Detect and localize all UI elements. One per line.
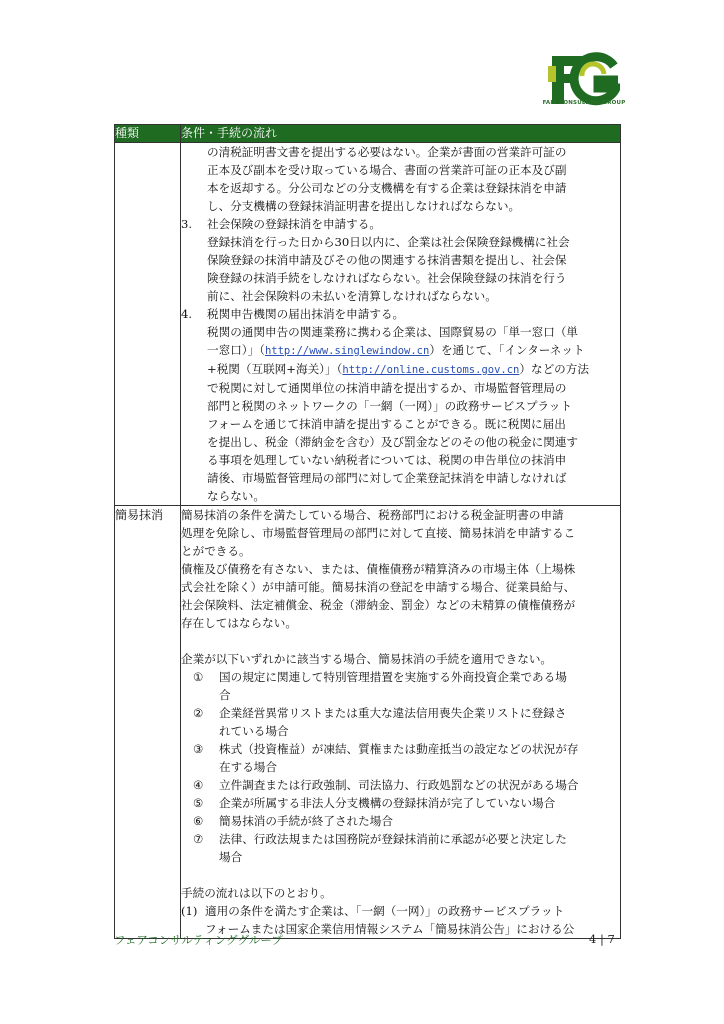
logo-text: FAIR CONSULTING GROUP bbox=[542, 100, 626, 106]
text-line: 社会保険料、法定補償金、税金（滞納金、罰金）などの未精算の債権債務が bbox=[181, 598, 576, 612]
condition-number: ⑥ bbox=[193, 814, 204, 828]
paragraph-continued bbox=[181, 143, 620, 215]
text-line: を提出し、税金（滞納金を含む）及び罰金などのその他の税金に関連す bbox=[207, 435, 579, 449]
text-fragment: ）などの方法 bbox=[519, 362, 589, 376]
list-item-4 bbox=[181, 305, 620, 323]
condition-item-5 bbox=[181, 794, 620, 812]
list-item-3 bbox=[181, 215, 620, 233]
text-line: 国の規定に関連して特別管理措置を実施する外商投資企業である場 bbox=[219, 670, 567, 684]
paragraph-1 bbox=[181, 506, 620, 560]
text-line: 簡易抹消の手続が終了された場合 bbox=[219, 814, 393, 828]
text-line: 債権及び債務を有さない、または、債権債務が精算済みの市場主体（上場株 bbox=[181, 562, 576, 576]
customs-link[interactable]: http://online.customs.gov.cn bbox=[342, 364, 520, 376]
text-line: で税関に対して通関単位の抹消申請を提出するか、市場監督管理局の bbox=[207, 381, 567, 395]
col-header-type: 種類 bbox=[115, 125, 181, 143]
list-number: 4. bbox=[181, 307, 193, 321]
text-line: 場合 bbox=[219, 850, 243, 864]
condition-item-1 bbox=[181, 668, 620, 704]
footer-page-number: 4 | 7 bbox=[589, 932, 615, 946]
table-row bbox=[115, 143, 621, 506]
spacer bbox=[181, 866, 620, 884]
row-label-simple-deregistration: 簡易抹消 bbox=[115, 506, 181, 939]
text-line: 税関の通関申告の関連業務に携わる企業は、国際貿易の「単一窓口（単 bbox=[207, 325, 579, 339]
condition-number: ② bbox=[193, 706, 204, 720]
paragraph-3: 企業が以下いずれかに該当する場合、簡易抹消の手続を適用できない。 bbox=[181, 652, 553, 666]
list-item-title: 社会保険の登録抹消を申請する。 bbox=[207, 217, 381, 231]
condition-number: ③ bbox=[193, 742, 204, 756]
text-line-with-link bbox=[207, 341, 620, 360]
row-content-continued bbox=[181, 143, 621, 506]
item4-body bbox=[181, 323, 620, 505]
paragraph-4: 手続の流れは以下のとおり。 bbox=[181, 886, 332, 900]
footer-company: フェアコンサルティンググループ bbox=[114, 933, 283, 947]
step-number: (1) bbox=[181, 904, 198, 918]
text-line: 式会社を除く）が申請可能。簡易抹消の登記を申請する場合、従業員給与、 bbox=[181, 580, 576, 594]
text-line: 合 bbox=[219, 688, 231, 702]
row-content-simple-deregistration bbox=[181, 506, 621, 939]
condition-number: ① bbox=[193, 670, 204, 684]
text-line: 簡易抹消の条件を満たしている場合、税務部門における税金証明書の申請 bbox=[181, 508, 564, 522]
text-line: し、分支機構の登録抹消証明書を提出しなければならない。 bbox=[207, 199, 521, 213]
text-fragment: 一窓口）」（ bbox=[207, 343, 265, 357]
table-row bbox=[115, 506, 621, 939]
singlewindow-link[interactable]: http://www.singlewindow.cn bbox=[264, 345, 430, 357]
list-number: 3. bbox=[181, 217, 193, 231]
text-line: 本を返却する。分公司などの分支機構を有する企業は登録抹消を申請 bbox=[207, 181, 567, 195]
condition-number: ④ bbox=[193, 778, 204, 792]
text-line: の清税証明書文書を提出する必要はない。企業が書面の営業許可証の bbox=[207, 145, 567, 159]
text-line: 企業経営異常リストまたは重大な違法信用喪失企業リストに登録さ bbox=[219, 706, 567, 720]
text-line: 株式（投資権益）が凍結、質権または動産抵当の設定などの状況が存 bbox=[219, 742, 579, 756]
text-line: フォームまたは国家企業信用情報システム「簡易抹消公告」における公 bbox=[205, 922, 575, 936]
text-line: 部門と税関のネットワークの「一網（一网）」の政務サービスプラット bbox=[207, 399, 572, 413]
text-line: 請後、市場監督管理局の部門に対して企業登記抹消を申請しなければ bbox=[207, 471, 567, 485]
text-line: フォームを通じて抹消申請を提出することができる。既に税関に届出 bbox=[207, 417, 566, 431]
text-line: れている場合 bbox=[219, 724, 289, 738]
text-line-with-link bbox=[207, 360, 620, 379]
condition-number: ⑤ bbox=[193, 796, 204, 810]
text-line: 処理を免除し、市場監督管理局の部門に対して直接、簡易抹消を申請するこ bbox=[181, 526, 576, 540]
text-line: 立件調査または行政強制、司法協力、行政処罰などの状況がある場合 bbox=[219, 778, 579, 792]
condition-item-3 bbox=[181, 740, 620, 776]
condition-item-7 bbox=[181, 830, 620, 866]
text-line: 登録抹消を行った日から30日以内に、企業は社会保険登録機構に社会 bbox=[207, 235, 570, 249]
text-line: とができる。 bbox=[181, 544, 251, 558]
table-header-row bbox=[115, 125, 621, 143]
text-line: ならない。 bbox=[207, 489, 265, 503]
text-line: 適用の条件を満たす企業は、「一網（一网）」の政務サービスプラット bbox=[205, 904, 565, 918]
condition-number: ⑦ bbox=[193, 832, 204, 846]
text-line: 在する場合 bbox=[219, 760, 277, 774]
conditions-table bbox=[114, 124, 621, 939]
row-label-continued bbox=[115, 143, 181, 506]
text-fragment: ）を通じて、「インターネット bbox=[429, 343, 585, 357]
text-line: 前に、社会保険料の未払いを清算しなければならない。 bbox=[207, 289, 497, 303]
text-line: る事項を処理していない納税者については、税関の申告単位の抹消申 bbox=[207, 453, 567, 467]
condition-item-6 bbox=[181, 812, 620, 830]
text-line: 正本及び副本を受け取っている場合、書面の営業許可証の正本及び副 bbox=[207, 163, 567, 177]
condition-item-4 bbox=[181, 776, 620, 794]
text-line: 企業が所属する非法人分支機構の登録抹消が完了していない場合 bbox=[219, 796, 556, 810]
text-line: 険登録の抹消手続をしなければならない。社会保険登録の抹消を行う bbox=[207, 271, 567, 285]
paragraph-2 bbox=[181, 560, 620, 632]
text-line: 保険登録の抹消申請及びその他の関連する抹消書類を提出し、社会保 bbox=[207, 253, 567, 267]
col-header-conditions: 条件・手続の流れ bbox=[181, 125, 621, 143]
condition-item-2 bbox=[181, 704, 620, 740]
text-line: 存在してはならない。 bbox=[181, 616, 297, 630]
spacer bbox=[181, 632, 620, 650]
list-item-title: 税関申告機関の届出抹消を申請する。 bbox=[207, 307, 405, 321]
text-fragment: +税関（互联网+海关）」（ bbox=[207, 362, 343, 376]
text-line: 法律、行政法規または国務院が登録抹消前に承認が必要と決定した bbox=[219, 832, 567, 846]
item3-body bbox=[181, 233, 620, 305]
